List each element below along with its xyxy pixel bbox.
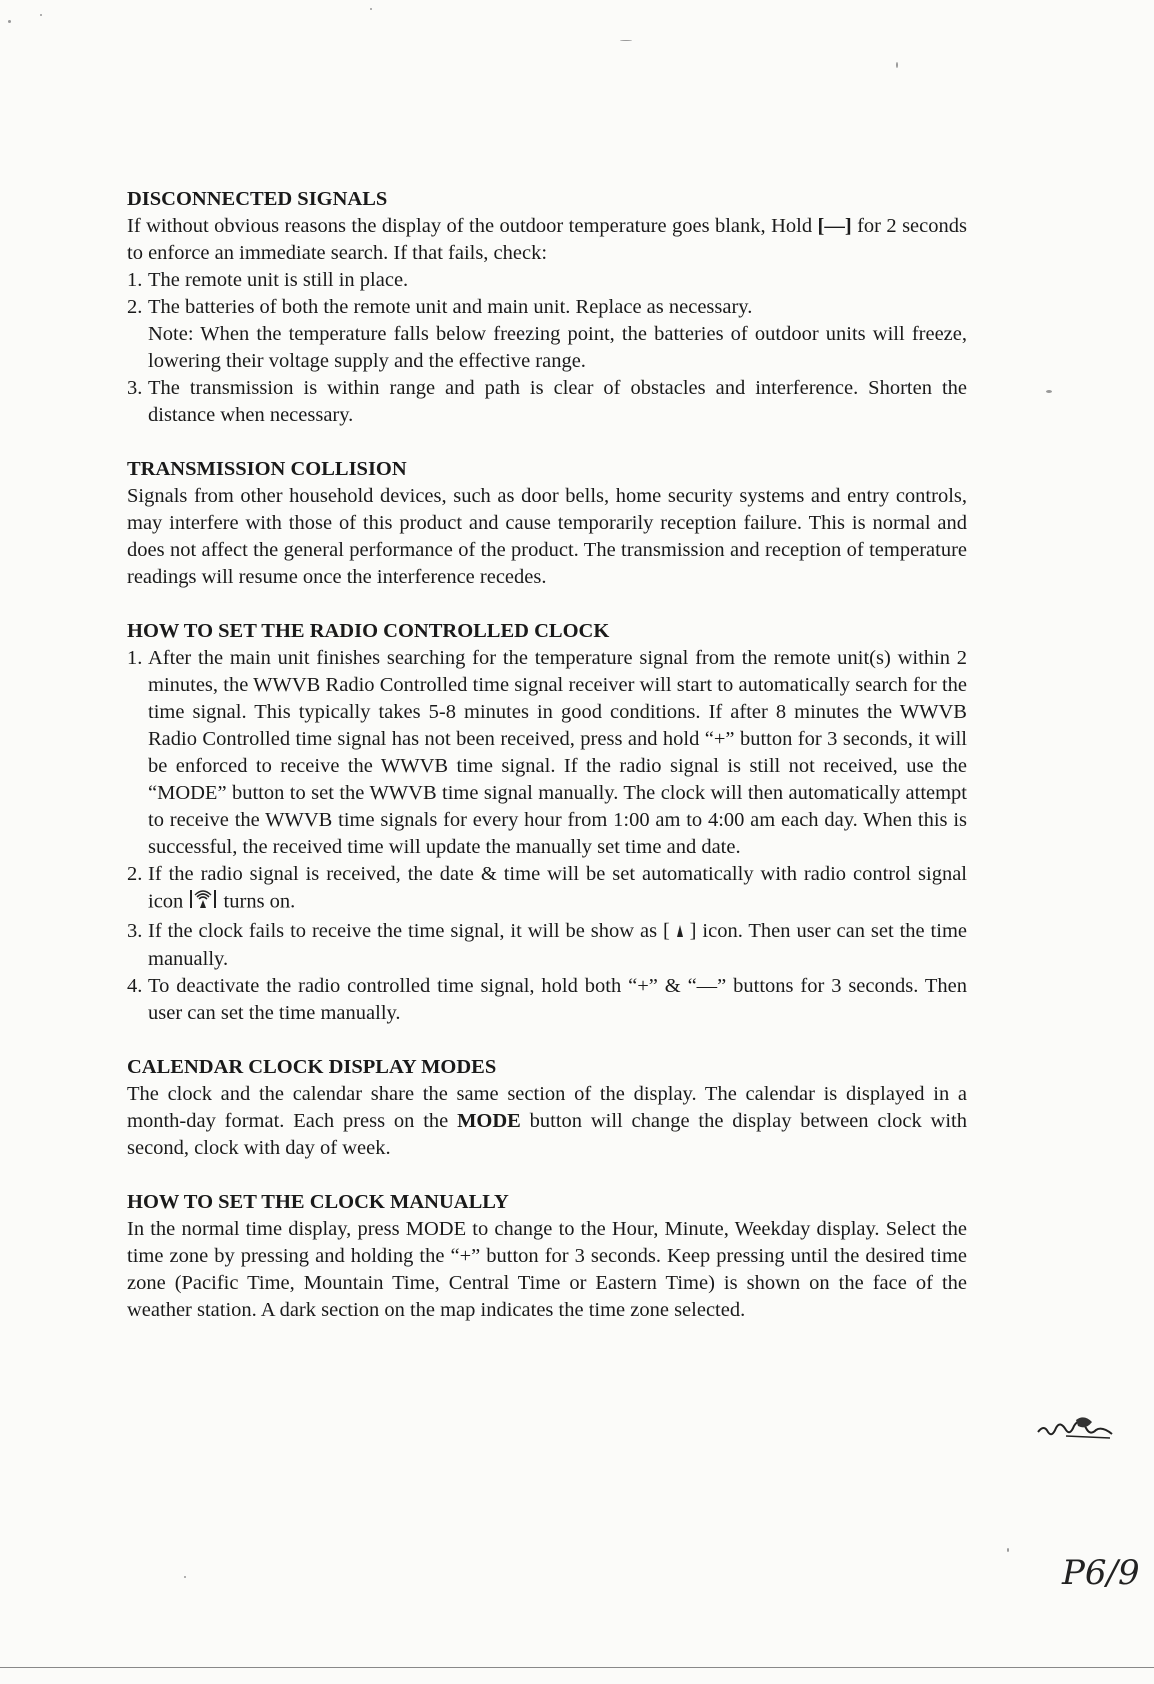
body-text: The clock and the calendar share the same section of the display. The calendar is displayed in a month-day format. Each press on the [127,1082,967,1132]
section-transmission-collision [127,456,967,591]
section-body: In the normal time display, press MODE to change to the Hour, Minute, Weekday display. Select the time zone by pressing and holding the “+” button for 3 seconds. Keep pressing until the desired time zone (Pacific Time, Mountain Time, Central Time or Eastern Time) is shown on the face of the weather station. A dark section on the map indicates the time zone selected. [127,1217,967,1321]
list-item [127,294,967,375]
section-disconnected-signals [127,186,967,429]
list-text: To deactivate the radio controlled time signal, hold both “+” & “—” buttons for 3 seconds. Then user can set the time manually. [148,974,967,1024]
list-text: The remote unit is still in place. [148,269,409,291]
page-number: P6/9 [1062,1553,1140,1593]
section-heading: TRANSMISSION COLLISION [127,458,407,480]
document-content [127,186,967,1351]
list-number: 4. [127,974,143,997]
section-intro [127,213,967,267]
steps-list [127,645,967,1027]
checklist [127,267,967,429]
minus-button-label: [—] [817,215,852,237]
radio-signal-icon [188,888,218,918]
list-item [127,861,967,918]
list-item [127,973,967,1027]
section-heading: DISCONNECTED SIGNALS [127,188,388,210]
list-item [127,918,967,973]
section-heading: HOW TO SET THE RADIO CONTROLLED CLOCK [127,620,610,642]
list-text: After the main unit finishes searching for the temperature signal from the remote unit(s) within 2 minutes, the WWVB Radio Controlled time signal receiver will start to automatically search for the time signal. This typically takes 5-8 minutes in good conditions. If after 8 minutes the WWVB Radio Controlled time signal has not been received, press and hold “+” button for 3 seconds, it will be enforced to receive the WWVB time signal. If the radio signal is still not received, use the “MODE” button to set the WWVB time signal manually. The clock will then automatically attempt to receive the WWVB time signals for every hour from 1:00 am to 4:00 am each day. When this is successful, the received time will update the manually set time and date. [148,647,967,858]
section-heading: HOW TO SET THE CLOCK MANUALLY [127,1190,509,1213]
section-radio-controlled-clock [127,618,967,1027]
antenna-icon [676,919,684,946]
body-text-continued: button will change the display between clock with second, clock with day of week. [127,1109,967,1159]
list-note: Note: When the temperature falls below freezing point, the batteries of outdoor units will freeze, lowering their voltage supply and the effective range. [148,323,967,372]
list-number: 2. [127,863,143,885]
list-item [127,645,967,861]
section-calendar-clock-display-modes [127,1054,967,1162]
intro-text-continued: for 2 seconds to enforce an immediate search. If that fails, check: [127,215,967,264]
mode-button-label: MODE [457,1109,521,1132]
list-number: 1. [127,269,143,291]
section-heading: CALENDAR CLOCK DISPLAY MODES [127,1055,497,1078]
list-text-continued: ] icon. Then user can set the time manually. [148,920,967,970]
intro-text: If without obvious reasons the display of the outdoor temperature goes blank, Hold [127,215,818,237]
list-text: If the radio signal is received, the date & time will be set automatically with radio control signal icon [148,863,967,913]
list-text-continued: turns on. [218,890,296,913]
section-body [127,1081,967,1162]
section-body: Signals from other household devices, such as door bells, home security systems and entry controls, may interfere with those of this product and cause temporarily reception failure. This is normal and does not affect the general performance of the product. The transmission and reception of temperature readings will resume once the interference recedes. [127,485,967,588]
section-set-clock-manually [127,1189,967,1324]
list-item [127,375,967,429]
list-number: 1. [127,647,143,669]
list-number: 3. [127,377,143,399]
list-item [127,267,967,294]
list-text: If the clock fails to receive the time signal, it will be show as [ [148,920,676,942]
list-text: The batteries of both the remote unit and main unit. Replace as necessary. [148,296,753,318]
list-text: The transmission is within range and path is clear of obstacles and interference. Shorten the distance when necessary. [148,377,967,426]
list-number: 2. [127,296,143,318]
signature-mark [1036,1410,1116,1449]
bottom-edge-line [0,1667,1154,1668]
list-number: 3. [127,920,143,942]
